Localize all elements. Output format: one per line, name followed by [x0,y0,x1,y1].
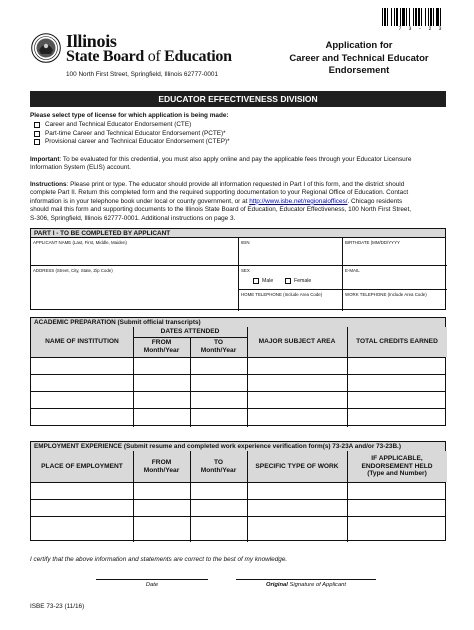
important-note: Important: To be evaluated for this credential, you must also apply online and pay the applicable fees through your Educator Licensure Information System (ELIS) account. [30,156,412,172]
division-banner: EDUCATOR EFFECTIVENESS DIVISION [30,91,446,107]
agency-name-line1: Illinois [66,31,117,51]
checkbox[interactable] [34,122,40,128]
signature-line[interactable] [236,579,376,580]
birthdate-field[interactable]: BIRTHDATE (MM/DD/YYYY [343,238,447,266]
col-major: MAJOR SUBJECT AREA [247,327,347,357]
employment-experience-table [30,441,446,541]
checkbox[interactable] [285,278,291,284]
part1-applicant-section [30,228,446,310]
checkbox[interactable] [34,139,40,145]
agency-name-line2: State Board of Education [66,48,232,65]
col-work-type: SPECIFIC TYPE OF WORK [247,451,347,482]
instructions: Instructions: Please print or type. The educator should provide all information requested in Part I of this form, and the district should complete Part II. Return this completed form and the required supporting documentation to your Regional Office of Education. Contact information is in your telephone book under local or county government, or at http://www.isbe.net/regionaloffices/. Chicago residents should mail this form and supporting documents to the Illinois State Board of Education, Educator Effectiveness, 100 North First Street, S-306, Springfield, Illinois 62777-0001. Additional instructions on page 3. [30,181,412,222]
license-option-pcte[interactable]: Part-time Career and Technical Educator Endorsement (PCTE)* [34,130,226,138]
address-field[interactable]: ADDRESS (Street, City, State, Zip Code) [31,266,239,311]
checkbox[interactable] [253,278,259,284]
col-dates-attended: DATES ATTENDED [133,327,247,337]
sex-field: SEX Male Female [239,266,343,290]
license-heading: Please select type of license for which application is being made: [30,112,229,119]
applicant-name-field[interactable]: APPLICANT NAME (Last, First, Middle, Maiden) [31,238,239,266]
certification-statement: I certify that the above information and statements are correct to the best of my knowledge. [30,556,288,563]
home-phone-field[interactable]: HOME TELEPHONE (Include Area Code) [239,290,343,311]
employment-heading: EMPLOYMENT EXPERIENCE (Submit resume and completed work experience verification form(s) 73-23A and/or 73-23B.) [31,442,445,451]
license-option-cte[interactable]: Career and Technical Educator Endorsement (CTE) [34,121,191,129]
email-field[interactable]: E-MAIL [343,266,447,290]
col-emp-to: TO Month/Year [190,451,247,482]
col-to: TO Month/Year [190,337,247,357]
academic-heading: ACADEMIC PREPARATION (Submit official transcripts) [31,318,445,327]
col-emp-from: FROM Month/Year [133,451,190,482]
col-institution: NAME OF INSTITUTION [31,327,133,357]
agency-address: 100 North First Street, Springfield, Illinois 62777-0001 [66,71,219,78]
sex-option-female[interactable]: Female [285,278,311,284]
license-option-ctep[interactable]: Provisional career and Technical Educator Endorsement (CTEP)* [34,138,230,146]
form-title: Application for Career and Technical Educator Endorsement [289,40,429,76]
regional-offices-link[interactable]: http://www.isbe.net/regionaloffices/ [249,197,348,205]
date-line[interactable] [96,579,208,580]
sex-option-male[interactable]: Male [253,278,273,284]
barcode-number: 7 3 - 2 3 [398,26,444,32]
barcode [382,8,460,26]
signature-label: Original Signature of Applicant [265,582,347,588]
col-endorsement: IF APPLICABLE, ENDORSEMENT HELD (Type and Number) [347,451,447,482]
form-number: ISBE 73-23 (11/16) [30,603,85,610]
work-phone-field[interactable]: WORK TELEPHONE (Include Area Code) [345,292,427,297]
checkbox[interactable] [34,131,40,137]
date-label: Date [145,582,159,588]
col-credits: TOTAL CREDITS EARNED [347,327,447,357]
state-seal-icon [31,33,61,63]
col-from: FROM Month/Year [133,337,190,357]
part1-heading: PART I - TO BE COMPLETED BY APPLICANT [31,229,445,238]
col-place: PLACE OF EMPLOYMENT [31,451,133,482]
academic-preparation-table [30,317,446,426]
iein-field[interactable]: IEIN [239,238,343,266]
